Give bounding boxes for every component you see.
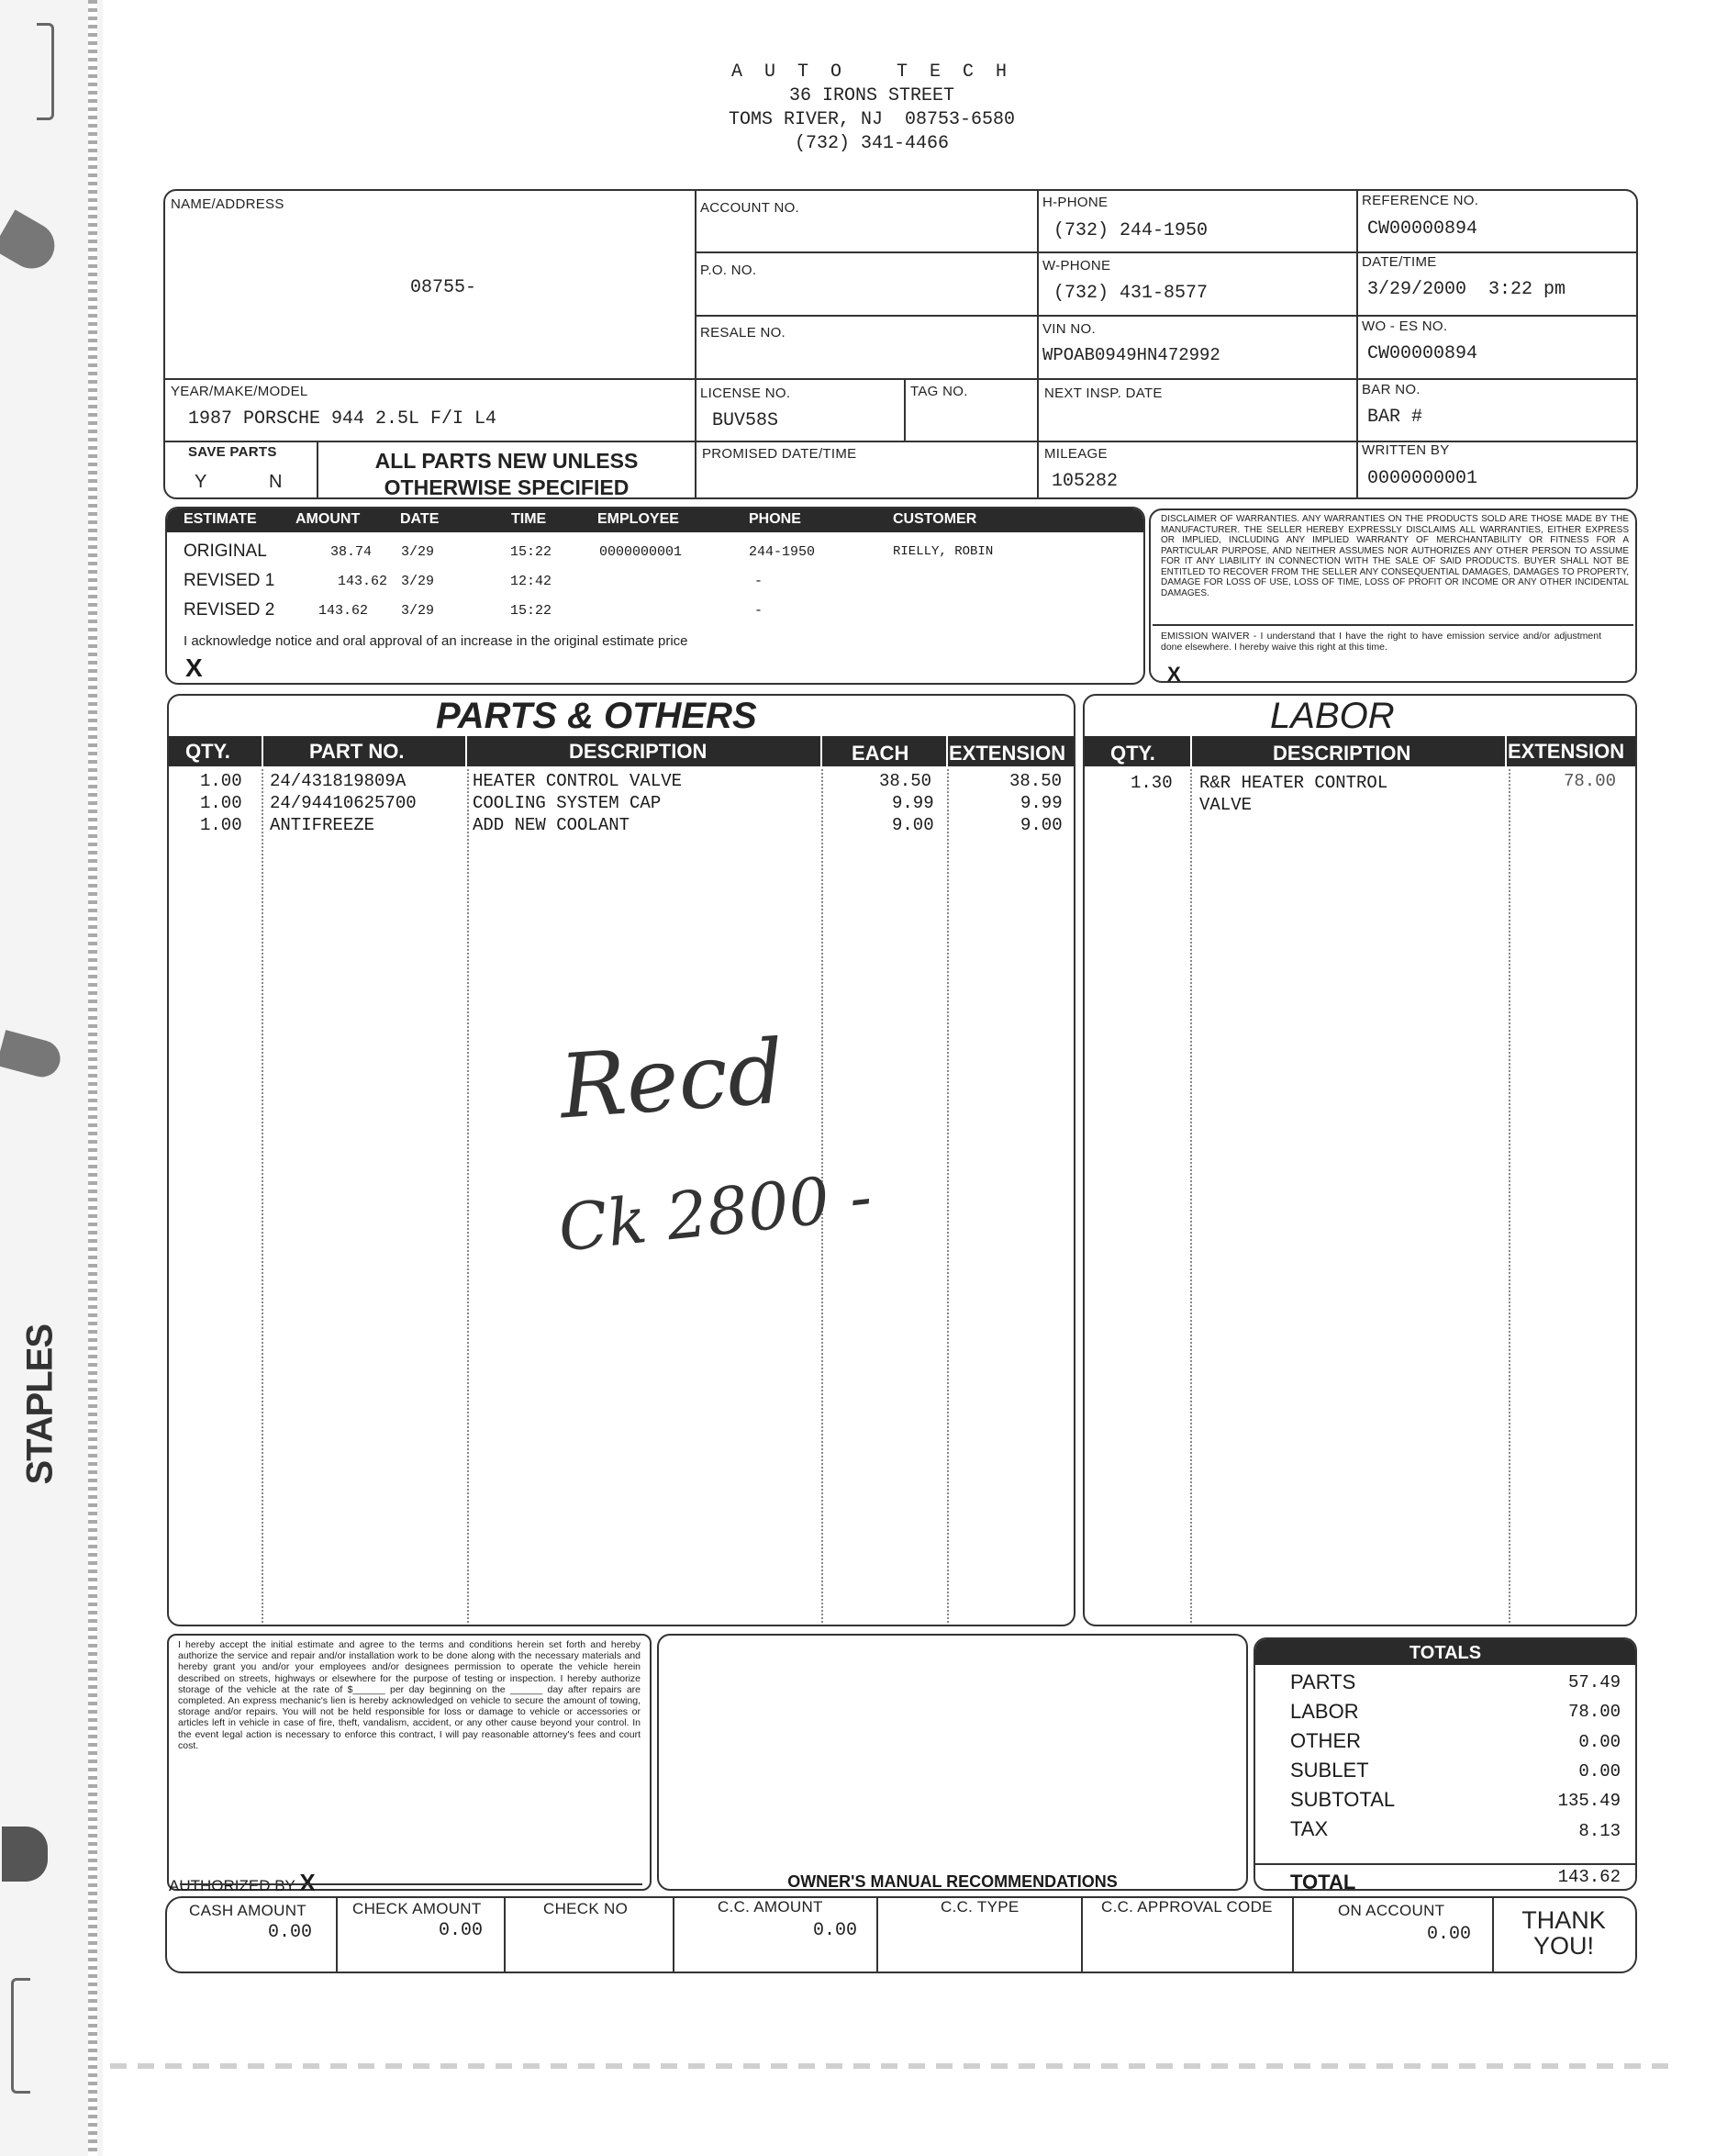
labor-row-qty: 1.30 [1131,773,1173,793]
estimate-row-label: REVISED 2 [184,600,275,620]
parts-row-each: 38.50 [879,771,932,791]
hphone-value: (732) 244-1950 [1053,220,1209,241]
mileage-label: MILEAGE [1044,446,1108,462]
shop-street: 36 IRONS STREET [788,85,955,106]
estimate-row-date: 3/29 [401,603,435,619]
parts-row-qty: 1.00 [200,771,242,791]
parts-row-qty: 1.00 [200,815,242,835]
reference-label: REFERENCE NO. [1362,193,1479,208]
totals-row-label: SUBLET [1290,1759,1369,1782]
mileage-value: 105282 [1052,471,1119,492]
wphone-label: W-PHONE [1042,258,1111,274]
datetime-label: DATE/TIME [1362,254,1437,270]
customer-zip: 08755- [410,277,477,298]
owners-manual-box [657,1634,1248,1891]
parts-note-line1: ALL PARTS NEW UNLESS [374,449,639,473]
totals-row-value: 78.00 [1567,1702,1621,1722]
parts-row-partno: 24/94410625700 [270,793,417,813]
totals-row-label: LABOR [1290,1700,1359,1723]
promised-label: PROMISED DATE/TIME [702,446,857,462]
ymm-label: YEAR/MAKE/MODEL [171,384,308,399]
scan-edge [110,2063,1670,2069]
estimate-row-phone: - [754,574,763,589]
labor-title: LABOR [1270,696,1395,736]
handwritten-note-line2: Ck 2800 - [554,1158,875,1267]
estimate-row-amount: 143.62 [318,603,369,619]
binder-perforation [88,0,97,2156]
total-value: 143.62 [1557,1867,1621,1887]
save-parts-no[interactable]: N [269,472,283,492]
totals-row-value: 8.13 [1578,1821,1621,1841]
cc-amount-label: C.C. AMOUNT [718,1898,823,1916]
parts-row-description: HEATER CONTROL VALVE [473,771,683,791]
labor-box [1083,694,1637,1626]
estimate-row-amount: 143.62 [338,574,388,589]
vin-label: VIN NO. [1042,321,1096,337]
wo-label: WO - ES NO. [1362,318,1448,334]
totals-row-label: TAX [1290,1817,1329,1840]
check-amount-label: CHECK AMOUNT [352,1900,482,1917]
shop-city: TOMS RIVER, NJ 08753-6580 [728,109,1016,130]
estimate-row-phone: - [754,603,763,619]
emission-waiver: EMISSION WAIVER - I understand that I have the right to have emission service and/or adjustment done elsewhere. I hereby waive this right at this time. [1161,631,1601,653]
parts-h-qty: QTY. [185,740,230,763]
estimate-row-label: REVISED 1 [184,571,275,590]
totals-body [1254,1637,1637,1891]
labor-row-description-cont: VALVE [1199,795,1253,815]
parts-row-extension: 9.00 [1020,815,1063,835]
emission-sign-mark[interactable]: X [1167,663,1181,686]
on-account-label: ON ACCOUNT [1338,1902,1445,1919]
wphone-value: (732) 431-8577 [1053,283,1209,304]
cash-amount-value[interactable]: 0.00 [268,1922,313,1943]
authorized-by-label: AUTHORIZED BY [169,1877,295,1894]
handwritten-note-line1: Recd [556,1020,787,1139]
estimate-row-phone: 244-1950 [749,544,816,560]
parts-row-partno: 24/431819809A [270,771,407,791]
estimate-h-date: DATE [400,511,440,527]
thank-you-line2: YOU! [1532,1932,1594,1960]
estimate-row-time: 15:22 [510,603,552,619]
check-amount-value[interactable]: 0.00 [439,1920,484,1941]
estimate-h-amount: AMOUNT [295,511,361,527]
totals-row-label: SUBTOTAL [1290,1788,1396,1811]
written-by-value: 0000000001 [1367,468,1478,489]
estimate-box [165,507,1145,685]
estimate-h-employee: EMPLOYEE [597,511,679,527]
parts-row-description: ADD NEW COOLANT [473,815,630,835]
estimate-sign-mark[interactable]: X [185,654,203,682]
license-value: BUV58S [712,410,779,431]
estimate-h-time: TIME [511,511,547,527]
cc-approval-label: C.C. APPROVAL CODE [1101,1898,1273,1916]
cash-amount-label: CASH AMOUNT [189,1902,306,1919]
bar-label: BAR NO. [1362,382,1421,397]
totals-row-value: 135.49 [1557,1791,1621,1811]
estimate-row-amount: 38.74 [330,544,373,560]
authorized-sign-mark[interactable]: X [299,1869,316,1896]
estimate-row-time: 12:42 [510,574,552,589]
totals-row-value: 57.49 [1567,1672,1621,1692]
estimate-row-date: 3/29 [401,544,435,560]
parts-row-each: 9.99 [892,793,934,813]
totals-row-value: 0.00 [1578,1761,1621,1782]
parts-h-each: EACH [852,742,909,765]
vin-value: WPOAB0949HN472992 [1042,345,1220,365]
parts-note-line2: OTHERWISE SPECIFIED [384,475,630,499]
binder-clip-bottom [2,1826,48,1882]
binder-bracket-bottom [11,1978,30,2094]
parts-h-partno: PART NO. [309,740,405,763]
estimate-row-date: 3/29 [401,574,435,589]
disclaimer-text: DISCLAIMER OF WARRANTIES. ANY WARRANTIES ON THE PRODUCTS SOLD ARE THOSE MADE BY THE MANUFACTURER. THE SELLER HEREBY EXPRESSLY DISCLAIMS ALL WARRANTIES, EITHER EXPRESS OR IMPLIED, INCLUDING ANY IMPLIED WARRANTY OF MERCHANTABILITY OR FITNESS FOR A PARTICULAR PURPOSE, AND NEITHER ASSUMES NOR AUTHORIZES ANY OTHER PERSON TO ASSUME FOR IT ANY LIABILITY IN CONNECTION WITH THE SALE OF SAID PRODUCTS. BUYER SHALL NOT BE ENTITLED TO RECOVER FROM THE SELLER ANY CONSEQUENTIAL DAMAGES, DAMAGES TO PROPERTY, DAMAGE FOR LOSS OF USE, LOSS OF TIME, LOSS OF PROFIT OR INCOME OR ANY OTHER INCIDENTAL DAMAGES. [1161,514,1629,598]
total-label: TOTAL [1290,1871,1356,1891]
estimate-row-customer: RIELLY, ROBIN [893,544,994,559]
check-no-label: CHECK NO [543,1900,629,1917]
save-parts-label: SAVE PARTS [188,444,277,460]
estimate-acknowledge: I acknowledge notice and oral approval of an increase in the original estimate price [184,633,688,649]
account-label: ACCOUNT NO. [700,200,800,216]
parts-row-qty: 1.00 [200,793,242,813]
labor-h-extension: EXTENSION [1508,740,1625,763]
totals-row-value: 0.00 [1578,1732,1621,1752]
authorization-text: I hereby accept the initial estimate and agree to the terms and conditions herein set forth and hereby authorize the service and repair and/or installation work to be done along with the necessary materials and hereby grant you and/or your employees and/or designees permission to operate the vehicle herein described on streets, highways or elsewhere for the purpose of testing or inspection. I hereby authorize storage of the vehicle at the rate of $______ per day beginning on the ______ day after repairs are completed. An express mechanic's lien is hereby acknowledged on vehicle to secure the amount of towing, storage and/or repairs. You will not be held responsible for loss or damage to vehicle or accessories or articles left in vehicle in case of fire, theft, vandalism, accident, or any other cause beyond your control. In the event legal action is necessary to enforce this contract, I will pay reasonable attorney's fees and court cost. [178,1639,641,1751]
totals-row-label: OTHER [1290,1729,1361,1752]
resale-label: RESALE NO. [700,325,786,341]
parts-row-extension: 9.99 [1020,793,1063,813]
wo-value: CW00000894 [1367,343,1478,364]
binder-brand: STAPLES [19,1324,61,1485]
shop-phone: (732) 341-4466 [794,133,950,154]
estimate-row-employee: 0000000001 [599,544,683,560]
on-account-value[interactable]: 0.00 [1427,1924,1472,1945]
binder-bracket-top [37,23,54,120]
parts-h-description: DESCRIPTION [569,740,708,763]
owners-manual-label: OWNER'S MANUAL RECOMMENDATIONS [787,1872,1118,1891]
thank-you-line1: THANK [1521,1906,1606,1934]
parts-h-extension: EXTENSION [949,742,1066,765]
written-by-label: WRITTEN BY [1362,442,1450,458]
save-parts-yes[interactable]: Y [195,472,207,492]
cc-amount-value[interactable]: 0.00 [813,1920,858,1941]
po-label: P.O. NO. [700,263,757,278]
parts-row-each: 9.00 [892,815,934,835]
shop-name: A U T O T E C H [730,61,1013,83]
estimate-h-phone: PHONE [749,511,801,527]
estimate-h-customer: CUSTOMER [893,511,977,527]
reference-value: CW00000894 [1367,218,1478,240]
hphone-label: H-PHONE [1042,195,1109,210]
datetime-value: 3/29/2000 3:22 pm [1367,279,1566,300]
labor-h-description: DESCRIPTION [1273,742,1411,765]
license-label: LICENSE NO. [700,385,791,401]
name-address-label: NAME/ADDRESS [171,196,284,212]
estimate-h-estimate: ESTIMATE [184,511,257,527]
labor-row-extension: 78.00 [1564,771,1617,791]
cc-type-label: C.C. TYPE [941,1898,1020,1916]
tag-label: TAG NO. [910,384,968,399]
labor-row-description: R&R HEATER CONTROL [1199,773,1388,793]
totals-row-label: PARTS [1290,1670,1356,1693]
ymm-value: 1987 PORSCHE 944 2.5L F/I L4 [188,408,497,430]
labor-h-qty: QTY. [1110,742,1155,765]
parts-row-partno: ANTIFREEZE [270,815,375,835]
estimate-row-time: 15:22 [510,544,552,560]
parts-title: PARTS & OTHERS [436,696,757,736]
parts-row-description: COOLING SYSTEM CAP [473,793,662,813]
bar-value: BAR # [1367,407,1423,428]
parts-row-extension: 38.50 [1009,771,1063,791]
estimate-row-label: ORIGINAL [184,542,267,561]
next-insp-label: NEXT INSP. DATE [1044,385,1163,401]
totals-title: TOTALS [1409,1643,1482,1663]
